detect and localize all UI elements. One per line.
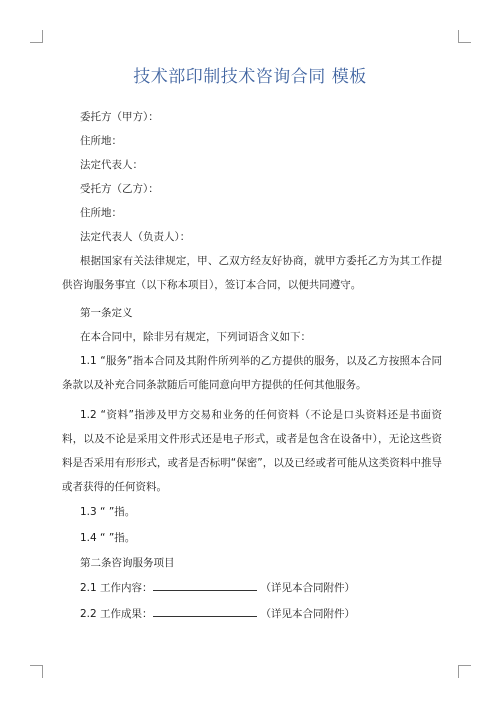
preamble-paragraph: 根据国家有关法律规定，甲、乙双方经友好协商，就甲方委托乙方为其工作提供咨询服务事宜（以下称本项目），签订本合同，以便共同遵守。	[62, 255, 442, 291]
contractor-address-line: 住所地：	[80, 207, 122, 219]
contractor-rep-line: 法定代表人（负责人）：	[80, 231, 191, 243]
work-result-note: （详见本合同附件）	[260, 608, 356, 620]
client-line: 委托方（甲方）：	[80, 111, 159, 123]
article2-heading: 第二条咨询服务项目	[80, 557, 175, 569]
document-title: 技术部印制技术咨询合同 模板	[133, 67, 367, 87]
client-address-line: 住所地：	[80, 135, 122, 147]
article1-item4: 1.4 “ ”指。	[80, 532, 136, 544]
crop-mark-bottom-right	[458, 665, 471, 678]
article1-heading: 第一条定义	[80, 307, 133, 319]
crop-mark-top-right	[458, 30, 471, 43]
work-result-label: 2.2 工作成果：	[80, 608, 153, 620]
article1-intro: 在本合同中，除非另有规定，下列词语含义如下：	[80, 331, 311, 343]
work-content-label: 2.1 工作内容：	[80, 582, 153, 594]
article1-item1: 1.1 “服务”指本合同及其附件所列举的乙方提供的服务，以及乙方按照本合同条款以及补充合同条款随后可能同意向甲方提供的任何其他服务。	[62, 355, 442, 391]
crop-mark-bottom-left	[30, 665, 43, 678]
document-body	[62, 105, 442, 627]
work-content-note: （详见本合同附件）	[260, 582, 356, 594]
client-rep-line: 法定代表人：	[80, 159, 143, 171]
article2-item2	[62, 601, 442, 627]
article1-item2: 1.2 “资料”指涉及甲方交易和业务的任何资料（不论是口头资料还是书面资料，以及不论是采用文件形式还是电子形式，或者是包含在设备中），无论这些资料是否采用有形形式，或者是否标明“保密”，以及已经或者可能从这类资料中推导或者获得的任何资料。	[62, 409, 442, 493]
work-content-blank	[153, 580, 257, 591]
crop-mark-top-left	[30, 30, 43, 43]
work-result-blank	[153, 606, 257, 617]
article2-item1	[62, 575, 442, 601]
contractor-line: 受托方（乙方）：	[80, 183, 159, 195]
article1-item3: 1.3 “ ”指。	[80, 506, 136, 518]
